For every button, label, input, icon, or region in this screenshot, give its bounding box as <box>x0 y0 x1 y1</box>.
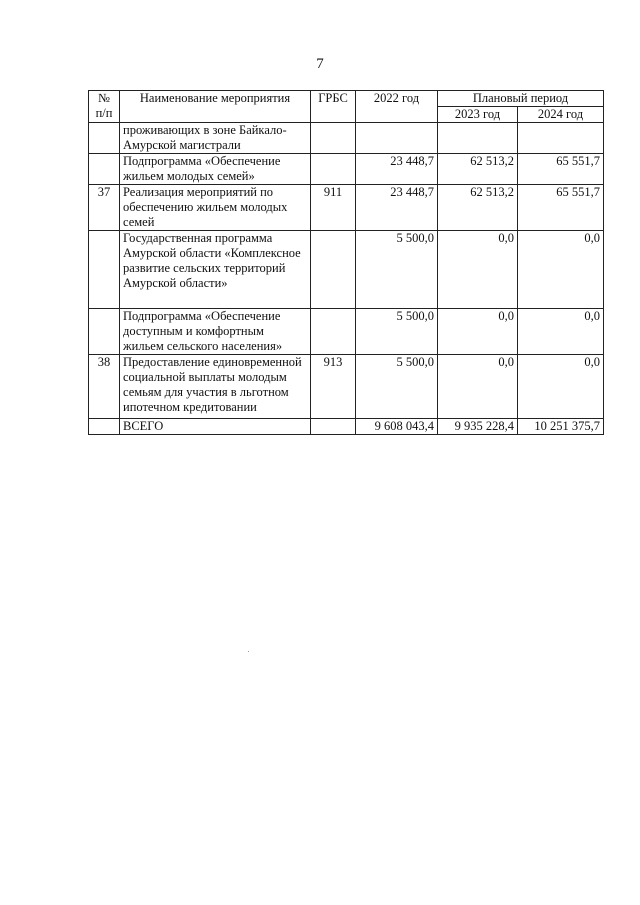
row-num <box>89 154 120 185</box>
row-name: ВСЕГО <box>120 419 311 435</box>
row-num: 38 <box>89 355 120 419</box>
row-grbs <box>311 123 356 154</box>
row-2024: 65 551,7 <box>518 154 604 185</box>
row-2023: 62 513,2 <box>438 154 518 185</box>
row-num <box>89 419 120 435</box>
row-2022: 5 500,0 <box>356 355 438 419</box>
row-2023: 0,0 <box>438 309 518 355</box>
row-grbs: 913 <box>311 355 356 419</box>
row-name: Государственная программа Амурской области «Комплексное развитие сельских территорий Амурской области» <box>120 231 311 309</box>
row-2024: 0,0 <box>518 355 604 419</box>
row-2023: 0,0 <box>438 355 518 419</box>
page-number: 7 <box>316 56 324 72</box>
row-2024: 0,0 <box>518 309 604 355</box>
header-grbs: ГРБС <box>311 91 356 123</box>
row-name: проживающих в зоне Байкало-Амурской магистрали <box>120 123 311 154</box>
row-num <box>89 123 120 154</box>
table-row <box>89 185 604 231</box>
row-2024 <box>518 123 604 154</box>
table-row <box>89 355 604 419</box>
row-2024: 0,0 <box>518 231 604 309</box>
row-name: Подпрограмма «Обеспечение жильем молодых семей» <box>120 154 311 185</box>
row-grbs <box>311 309 356 355</box>
header-2022: 2022 год <box>356 91 438 123</box>
row-num: 37 <box>89 185 120 231</box>
row-name: Реализация мероприятий по обеспечению жильем молодых семей <box>120 185 311 231</box>
table-row <box>89 154 604 185</box>
header-2024: 2024 год <box>518 107 604 123</box>
scan-speck <box>248 651 249 652</box>
row-grbs: 911 <box>311 185 356 231</box>
row-2022 <box>356 123 438 154</box>
row-2022: 23 448,7 <box>356 185 438 231</box>
header-num: № п/п <box>89 91 120 123</box>
row-2022: 23 448,7 <box>356 154 438 185</box>
row-num <box>89 231 120 309</box>
row-name: Предоставление единовременной социальной выплаты молодым семьям для участия в льготном ипотечном кредитовании <box>120 355 311 419</box>
row-2024: 10 251 375,7 <box>518 419 604 435</box>
row-2023: 9 935 228,4 <box>438 419 518 435</box>
table-row <box>89 309 604 355</box>
row-grbs <box>311 154 356 185</box>
row-2023 <box>438 123 518 154</box>
budget-table <box>88 90 604 435</box>
row-2022: 5 500,0 <box>356 309 438 355</box>
row-name: Подпрограмма «Обеспечение доступным и комфортным жильем сельского населения» <box>120 309 311 355</box>
table-header-row <box>89 91 604 107</box>
header-name: Наименование мероприятия <box>120 91 311 123</box>
table-row <box>89 419 604 435</box>
row-num <box>89 309 120 355</box>
header-2023: 2023 год <box>438 107 518 123</box>
row-2024: 65 551,7 <box>518 185 604 231</box>
row-2023: 0,0 <box>438 231 518 309</box>
row-grbs <box>311 231 356 309</box>
table-row <box>89 123 604 154</box>
row-2022: 5 500,0 <box>356 231 438 309</box>
row-2023: 62 513,2 <box>438 185 518 231</box>
table-row <box>89 231 604 309</box>
row-grbs <box>311 419 356 435</box>
header-planned-period: Плановый период <box>438 91 604 107</box>
row-2022: 9 608 043,4 <box>356 419 438 435</box>
